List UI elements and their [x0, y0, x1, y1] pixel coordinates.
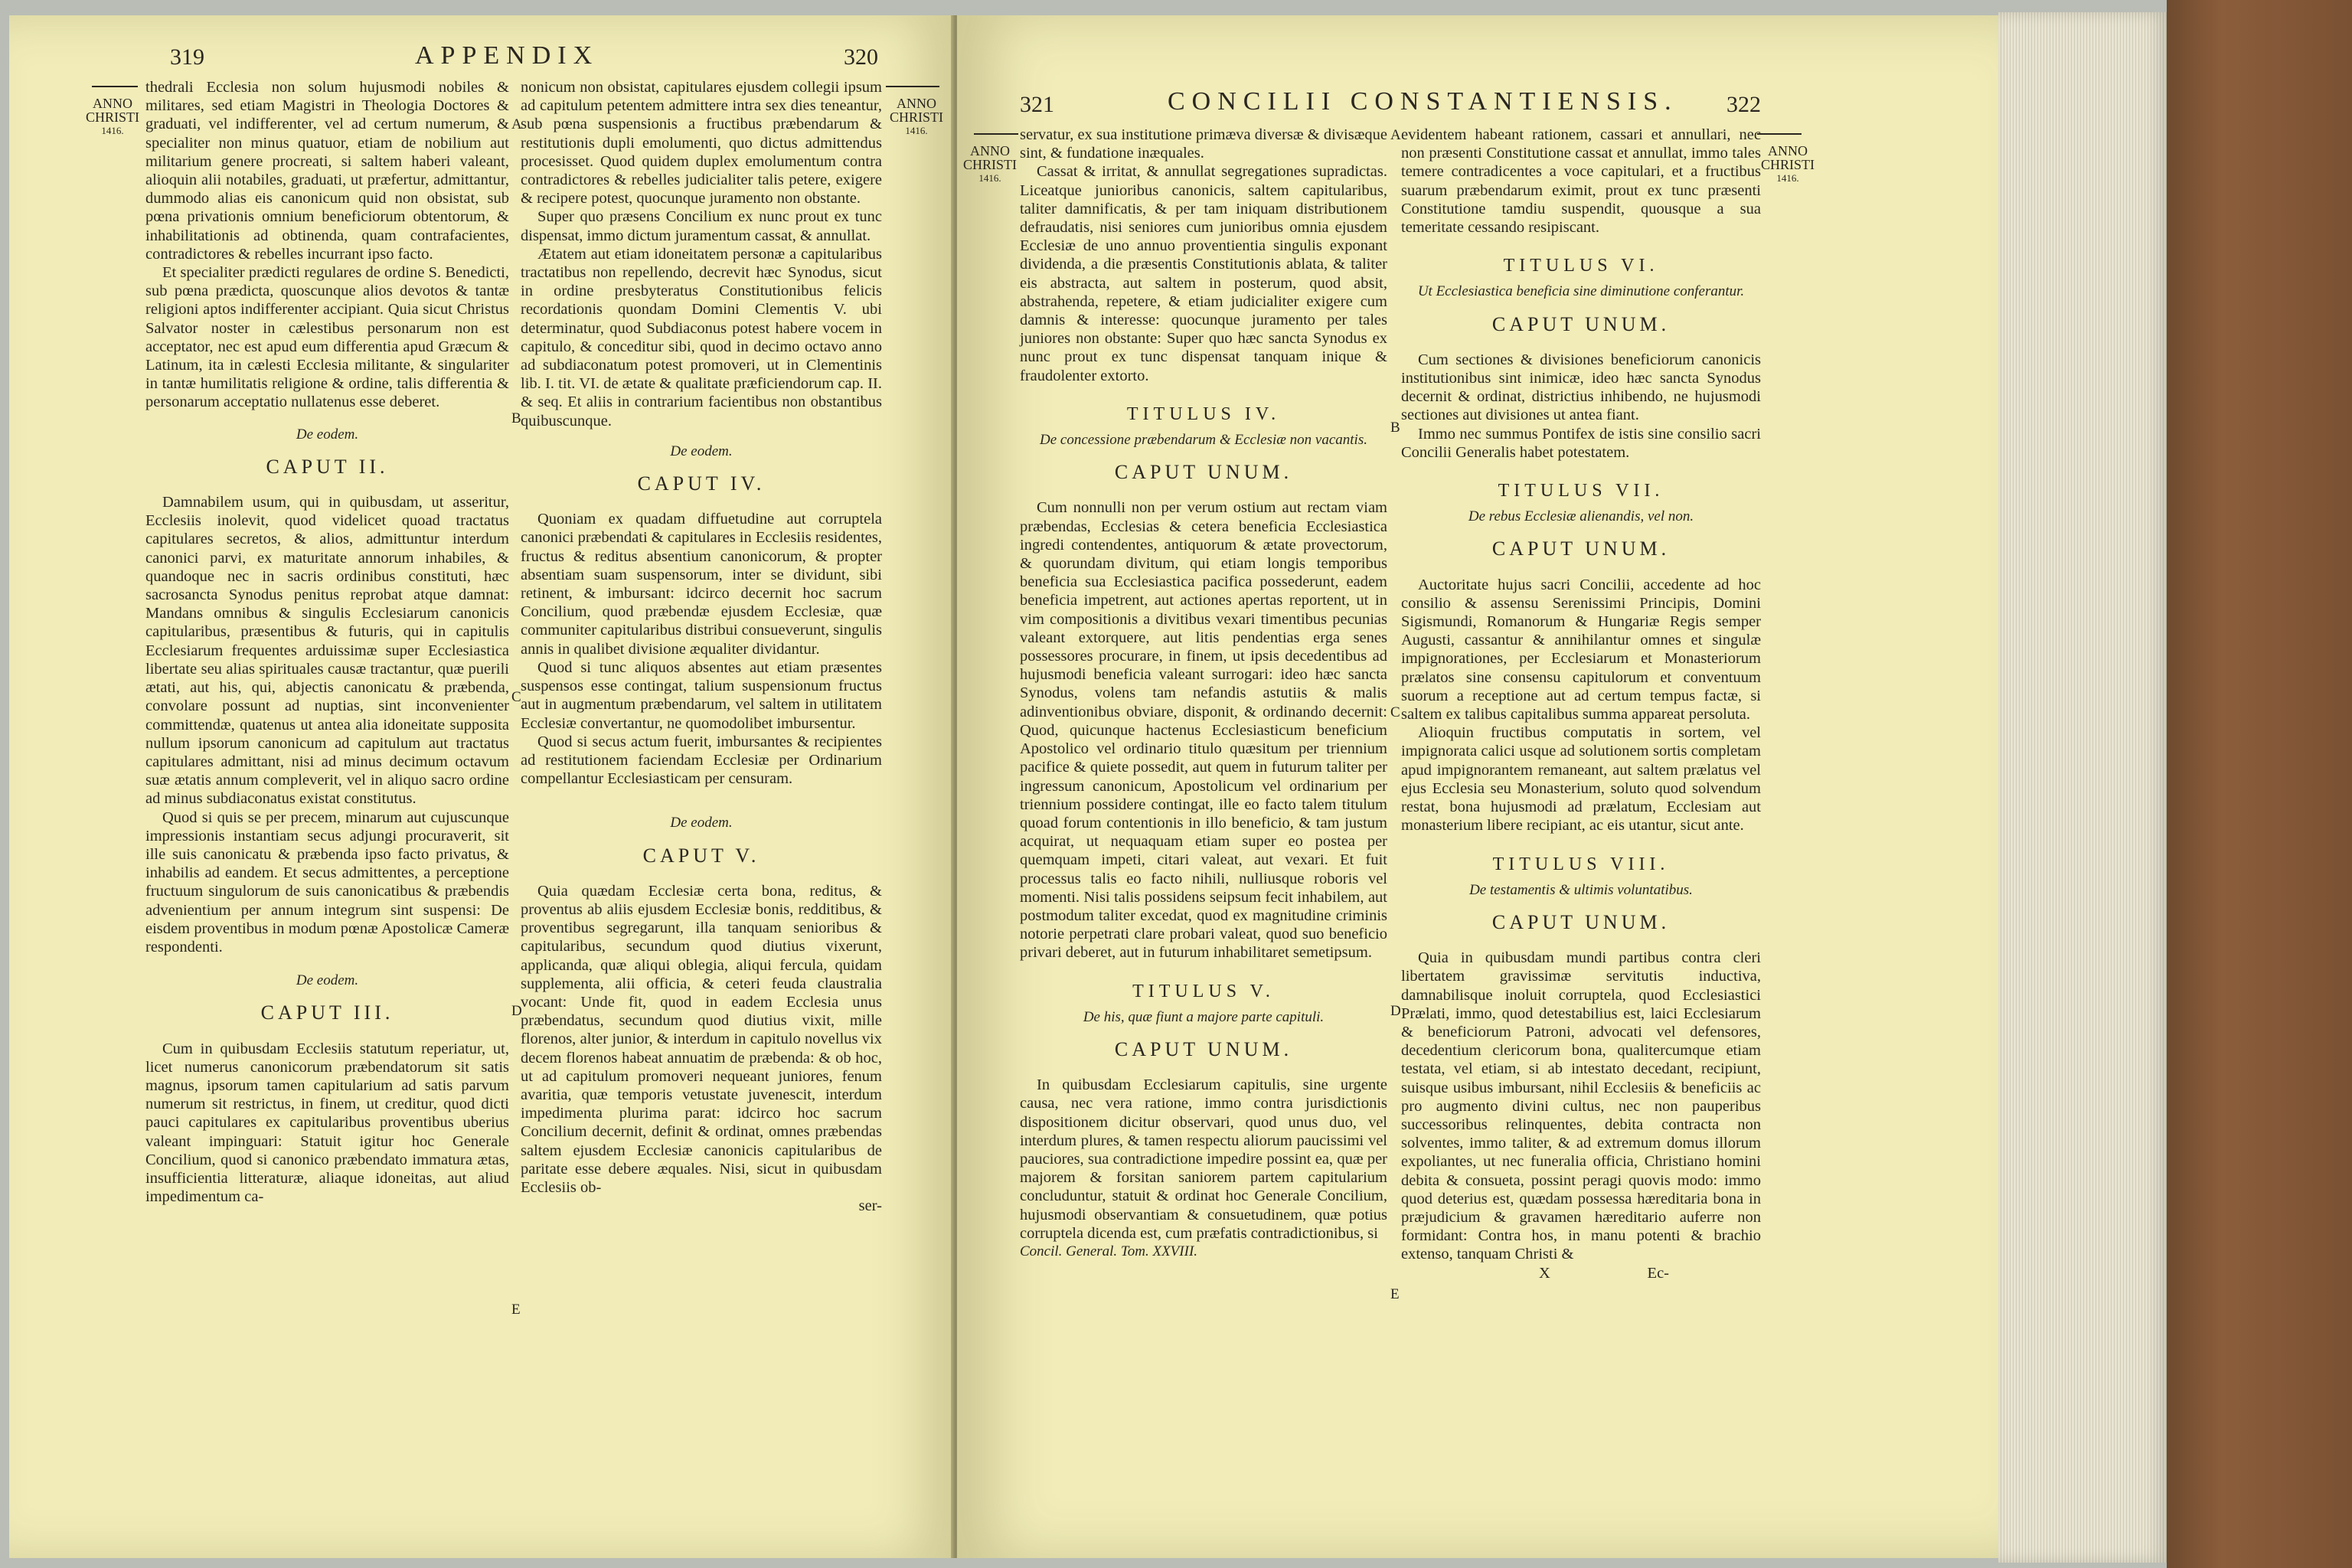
margin-letter: B [511, 410, 521, 426]
paragraph: Quoniam ex quadam diffuetudine aut corruptela canonici præbendati & capitulares in Ecclesiis residentes, fructus & reditus absentium canonicorum, & propter absentiam suam suspensorum, inter se dividunt, sibi retinent, & imbursant: idcirco decernit hoc sacrum Concilium, quod præbendæ ejusdem Ecclesiæ, quæ communiter capitularibus distribui consueverunt, singulis annis in qualibet divisione æqualiter dividantur. [521, 511, 882, 658]
rule [1757, 133, 1802, 135]
anno-label: ANNO [970, 143, 1010, 158]
margin-letter: C [1390, 704, 1400, 720]
page-number: 322 [1726, 92, 1761, 117]
catchword: ser- [858, 1197, 882, 1215]
chapter-heading: CAPUT IV. [637, 472, 766, 495]
catchword: Ec- [1647, 1264, 1669, 1282]
page-number: 319 [170, 44, 204, 70]
title-subject: De testamentis & ultimis voluntatibus. [1469, 881, 1693, 898]
paragraph: In quibusdam Ecclesiarum capitulis, sine urgente causa, nec vera ratione, immo contra jurisdictionis dispositionem dicitur observari, quod unus duo, vel interdum plures, & tamen respectu aliorum paucissimi vel pauciores, sua contradictione impedire possint ea, quæ per majorem & forsitan saniorem partem capitularium concluduntur, statuit & ordinat hoc Generale Concilium, hujusmodi observantiam & consuetudinem, quæ potius corruptela dicenda est, cum præfatis contradictionibus, si [1020, 1076, 1387, 1242]
anno-christi-note [890, 96, 943, 138]
paragraph: Auctoritate hujus sacri Concilii, accedente ad hoc consilio & assensu Serenissimi Principis, Domini Sigismundi, Romanorum & Hungariæ Regis semper Augusti, cassantur & annihilantur omnes et singulæ impignorationes, per Ecclesiarum et Monasteriorum prælatos sine consensu capitulorum et conventuum suorum a receptione aut ad certum tempus factæ, si saltem ex talibus capitalibus summa appareat persoluta. [1401, 576, 1761, 724]
year-label: 1416. [101, 125, 124, 136]
margin-letter: E [511, 1302, 521, 1318]
anno-label: ANNO [897, 96, 936, 111]
title-heading: TITULUS VII. [1498, 481, 1664, 501]
paragraph: Cassat & irritat, & annullat segregationes supradictas. Liceatque junioribus canonicis, saltem capitularibus, taliter damnificatis, & per tam iniquam distributionem defraudatis, nisi seniores cum junioribus omnia ejusdem Ecclesiæ de uno annuo proventientia singulis exponant dividenda, a die præsentis Constitutionis ablata, & taliter eis abstracta, aut saltem in posterum, quod absit, abstrahenda, repetere, & etiam judicialiter exigere cum damnis & interesse: quocunque juramento per tales juniores non obstante: Super quo hæc sancta Synodus ex nunc prout ex tunc dispensat tanquam inique & fraudolenter extorto. [1020, 163, 1387, 384]
section-note: De eodem. [670, 815, 733, 831]
margin-letter: C [511, 689, 521, 705]
rule [974, 133, 1018, 135]
anno-christi-note [1761, 144, 1815, 185]
rule [92, 86, 138, 87]
running-head: APPENDIX [415, 41, 599, 70]
book-cover [2167, 0, 2352, 1568]
page-number: 320 [844, 44, 878, 70]
title-subject: Ut Ecclesiastica beneficia sine diminutione conferantur. [1417, 283, 1745, 300]
chapter-heading: CAPUT UNUM. [1491, 312, 1671, 335]
christi-label: CHRISTI [963, 157, 1018, 172]
chapter-heading: CAPUT V. [642, 844, 760, 867]
paragraph: Ætatem aut etiam idoneitatem personæ a capitularibus tractatibus non repellendo, decrevit hæc Synodus, sicut in ordine presbyteratus Constitutionibus felicis recordationis quondam Domini Clementis V. ubi determinatur, quod Subdiaconus potest habere vocem in capitulo, & conceditur sibi, quod in decimo octavo anno ad subdiaconatum potest promoveri, ut in Clementinis lib. I. tit. VI. de ætate & qualitate præficiendorum cap. II. & seq. Et aliis in contrarium facientibus non obstantibus quibuscunque. [521, 245, 882, 430]
section-note: De eodem. [670, 443, 733, 459]
paragraph: thedrali Ecclesia non solum hujusmodi nobiles & militares, sed etiam Magistri in Theologia Doctores & graduati, vel indifferenter, vel ad certum numerum, & specialiter non minus quatuor, etiam de nobilium aut militarium genere procreati, si saltem haberi valeant, alioquin alii notabiles, graduati, ut præfertur, admittantur, dummodo alias eis canonicum quid non obsistat, sub pœna privationis omnium beneficiorum obtentorum, & inhabilitationis ad obtinenda, quam contrafacientes, contradictores & rebelles incurrant ipso facto. [145, 79, 509, 263]
section-note: De eodem. [296, 972, 359, 989]
title-heading: TITULUS VIII. [1492, 854, 1670, 874]
margin-letter: A [511, 116, 522, 132]
year-label: 1416. [978, 172, 1001, 184]
paragraph: evidentem habeant rationem, cassari et annullari, nec non præsenti Constitutione cassat et annullat, immo tales temere contradicentes a voce capitulari, et a fructibus suarum præbendarum eximit, prout ex tunc præsenti Constitutione tamdiu suspendit, quousque a sua temeritate cessando resipiscant. [1401, 126, 1761, 237]
anno-christi-note [86, 96, 139, 138]
margin-letter: D [1390, 1003, 1401, 1019]
signature-line: Concil. General. Tom. XXVIII. [1020, 1243, 1198, 1259]
chapter-heading: CAPUT UNUM. [1491, 537, 1671, 560]
christi-label: CHRISTI [890, 109, 944, 125]
paragraph: Quia quædam Ecclesiæ certa bona, reditus, & proventus ab aliis ejusdem Ecclesiæ bonis, redditibus, & proventibus segregarunt, illa tanquam senioribus & capitularibus, secundum quod diutius vixerunt, applicanda, quæ aliqui oblegia, aliqui fercula, quidam supplementa, alii officia, & ceteri feuda claustralia vocant: Unde fit, quod in eadem Ecclesia unus præbendatus, secundum quod diutius vixit, mille florenos, alter junior, & interdum in capitulo novellus vix decem florenos habeat annuatim de præbenda: & ob hoc, ut ad capitulum promoveri nequeant juniores, fenum avaritia, quæ temporis vetustate juvenescit, interdum impedimenta plurima parat: idcirco hoc sacrum Concilium decernit, definit & ordinat, omnes præbendas saltem ejusdem Ecclesiæ canonicis capitularibus de paritate esse debere æquales. Nisi, sicut in quibusdam Ecclesiis ob- [521, 882, 882, 1196]
left-page [9, 15, 951, 1558]
signature-mark: X [1539, 1264, 1550, 1282]
title-heading: TITULUS VI. [1503, 256, 1659, 276]
paragraph: Alioquin fructibus computatis in sortem, vel impignorata calici usque ad solutionem sortis completam apud impignorantem remaneant, aut saltem prælatus vel ejus Ecclesia seu Monasterium, soluto quod solvendum restat, bona hujusmodi ad prælatum, Ecclesiam aut monasterium libere recipiant, ac eis utantur, sicut ante. [1401, 724, 1761, 835]
title-heading: TITULUS IV. [1126, 403, 1281, 424]
paragraph: Cum in quibusdam Ecclesiis statutum reperiatur, ut, licet numerus canonicorum præbendatorum sit satis magnus, ipsorum tamen capitularium ad satis parvum numerum sit restrictus, in finem, ut creditur, quod dicti pauci capitulares ex capitularibus proventibus uberius valeant impinguari: Statuit igitur hoc Generale Concilium, quod si canonico præbendato immatura ætas, insufficientia litteraturæ, aliaque idoneitas, aut aliud impedimentum ca- [145, 1040, 509, 1206]
page-number: 321 [1020, 92, 1054, 117]
paragraph: Quod si secus actum fuerit, imbursantes & recipientes ad restitutionem faciendam Ecclesiæ per Ordinarium compellantur Ecclesiasticam per censuram. [521, 733, 882, 788]
year-label: 1416. [905, 125, 928, 136]
section-note: De eodem. [296, 426, 359, 443]
chapter-heading: CAPUT UNUM. [1114, 461, 1293, 484]
paragraph: Damnabilem usum, qui in quibusdam, ut asseritur, Ecclesiis inolevit, quod videlicet quoad tractatus capitulares secretos, & alios, admittuntur interdum canonici parvi, ex maturitate annorum inhabiles, & quandoque nec in sacris ordinibus constituti, hæc sacrosancta Synodus penitus reprobat atque damnat: Mandans omnibus & singulis Ecclesiarum canonicis capitularibus, præsentibus & futuris, qui in capitulis Ecclesiarum frequentes arduissimæ super Ecclesiastica libertate seu alias spirituales causæ tractantur, quæ puerili ætati, aut his, qui, abjectis canonicatu & præbenda, convolare possunt ad nuptias, sint inconvenienter committendæ, quatenus ut antea alia idoneitate supposita nullum ipsorum canonicum ad capitulum aut tractatus capitulares admittant, nisi ad minus decimum octavum suæ ætatis annum compleverit, vel in aliquo sacro ordine ad minus subdiaconatus existat constitutus. [145, 494, 509, 808]
margin-letter: A [1390, 127, 1401, 143]
paragraph: Quod si quis se per precem, minarum aut cujuscunque impressionis instantiam secus adjungi procuraverit, sit ille suis canonicatu & præbenda ipso facto privatus, & inhabilis ad eandem. Et secus admittentes, a perceptione fructuum singulorum de suis canonicatibus & præbendis advenientium per annum integrum sint suspensi: De eisdem proventibus in modum pœnæ Apostolicæ Cameræ respondenti. [145, 808, 509, 956]
christi-label: CHRISTI [1761, 157, 1815, 172]
paragraph: Quia in quibusdam mundi partibus contra cleri libertatem gravissimæ servitutis inductiva, damnabilisque inoluit corruptela, quod Ecclesiastici Prælati, immo, quod detestabilius est, laici Ecclesiarum & beneficiorum Patroni, advocati vel defensores, decedentium clericorum bona, qualitercumque etiam testata, vel etiam, si ab intestato decedant, recipiunt, suisque usibus imbursant, nihil Ecclesiis & beneficiis ac pro augmento divini cultus, nec non pauperibus successoribus relinquentes, debita contracta non solventes, immo taliter, & ad extremum domus illorum expoliantes, ut nec funeralia officia, Christiano homini debita & consueta, possint peragi quovis modo: immo quod deterius est, quædam possessa hæreditaria bona in præjudicium & gravamen hæreditario auferre non formidant: Contra hos, in manu potenti & brachio extenso, tanquam Christi & [1401, 949, 1761, 1263]
margin-letter: B [1390, 420, 1400, 436]
chapter-heading: CAPUT III. [260, 1001, 394, 1024]
paragraph: nonicum non obsistat, capitulares ejusdem collegii ipsum ad capitulum petentem admittere intra sex dies teneantur, sub pœna suspensionis a fructibus præbendarum & restitutionis dupli emolumenti, quo dictus admittendus procesisset. Quod quidem duplex emolumentum contra contradictores & rebelles judicialiter talis petere, exigere & recipere potest, quocunque juramento non obstante. [521, 79, 882, 207]
rule [886, 86, 939, 87]
margin-letter: E [1390, 1286, 1400, 1302]
margin-letter: D [511, 1003, 522, 1019]
chapter-heading: CAPUT UNUM. [1114, 1037, 1293, 1060]
paragraph: Cum sectiones & divisiones beneficiorum canonicis institutionibus sint inimicæ, ideo hæc sancta Synodus decernit & ordinat, districtius inhibendo, ne hujusmodi sectiones aut divisiones ut antea fiant. [1401, 351, 1761, 424]
anno-christi-note [963, 144, 1017, 185]
running-head: CONCILII CONSTANTIENSIS. [1168, 87, 1678, 116]
text-column-right [521, 78, 882, 1215]
text-column-right [1401, 126, 1761, 1282]
christi-label: CHRISTI [86, 109, 140, 125]
paragraph: Immo nec summus Pontifex de istis sine consilio sacri Concilii Generalis habet potestatem. [1401, 425, 1761, 461]
paragraph: Super quo præsens Concilium ex nunc prout ex tunc dispensat, immo dictum juramentum cassat, & annullat. [521, 208, 882, 244]
title-subject: De his, quæ fiunt a majore parte capituli. [1083, 1008, 1325, 1025]
title-subject: De concessione præbendarum & Ecclesiæ non vacantis. [1040, 432, 1367, 449]
chapter-heading: CAPUT II. [266, 455, 389, 478]
text-column-left [145, 78, 509, 1206]
paragraph: Et specialiter prædicti regulares de ordine S. Benedicti, sub pœna prædicta, quoscunque alios devotos & tantæ religioni aptos indifferenter accipiant. Quia sicut Christus Salvator noster in cælestibus personarum non est acceptator, nec est apud eum differentia apud Græcum & Latinum, ita in cælesti Ecclesia militante, & singulariter in tantæ humilitatis religione & ordine, talis differentia & personarum acceptatio nullatenus esse deberet. [145, 264, 509, 411]
year-label: 1416. [1776, 172, 1799, 184]
anno-label: ANNO [1768, 143, 1808, 158]
text-column-left [1020, 126, 1387, 1261]
paragraph: servatur, ex sua institutione primæva diversæ & divisæque sint, & fundatione inæquales. [1020, 126, 1387, 162]
title-heading: TITULUS V. [1132, 981, 1275, 1001]
title-subject: De rebus Ecclesiæ alienandis, vel non. [1468, 508, 1694, 525]
paragraph: Quod si tunc aliquos absentes aut etiam præsentes suspensos esse contingat, talium suspensionum fructus aut in augmentum præbendarum, vel saltem in utilitatem Ecclesiæ convertantur, ne quomodolibet imbursentur. [521, 658, 882, 732]
footer-row [1401, 1264, 1761, 1282]
anno-label: ANNO [93, 96, 132, 111]
paragraph: Cum nonnulli non per verum ostium aut rectam viam præbendas, Ecclesias & cetera beneficia Ecclesiastica ingredi contendentes, antiquorum & ætate provectorum, & quorundam divitum, qui etiam longis temporibus beneficia sua Ecclesiastica pacifica possederunt, eadem beneficia impetrent, aut actiones apertas reportent, ut in vim compositionis a divitibus vexari timentibus pecunias valeant extorquere, aut litis pendentias erga senes possessores procurare, in finem, ut ipsis decedentibus ad hujusmodi beneficia valeant surrogari: ideo hæc sancta Synodus, volens tam nefandis astutiis & malis adinventionibus obviare, disponit, & ordinando decernit: Quod, quicunque hactenus Ecclesiasticum beneficium Apostolico vel ordinario titulo quæsitum per triennium pacifice & quiete possedit, aut quem in futurum taliter per ingressum canonicum, Apostolicum vel ordinarium per triennium possidere contingat, ille eo facto talem titulum quoad forum contentionis in illo beneficio, & tam justum acquirat, ut nequaquam etiam super eo postea per quemquam impeti, citari valeat, aut vexari. Et fuit processus talis eo facto nihili, nulliusque roboris vel momenti. Nisi talis possidens seipsum fecit inhabilem, aut postmodum taliter excedat, quod ex magnitudine criminis notorie perpetrati clare probari valeat, quod suo beneficio privari deberet, aut in futurum inhabilitaret semetipsum. [1020, 499, 1387, 962]
page-edges [1998, 12, 2167, 1563]
right-page [957, 15, 1998, 1558]
chapter-heading: CAPUT UNUM. [1491, 910, 1671, 933]
